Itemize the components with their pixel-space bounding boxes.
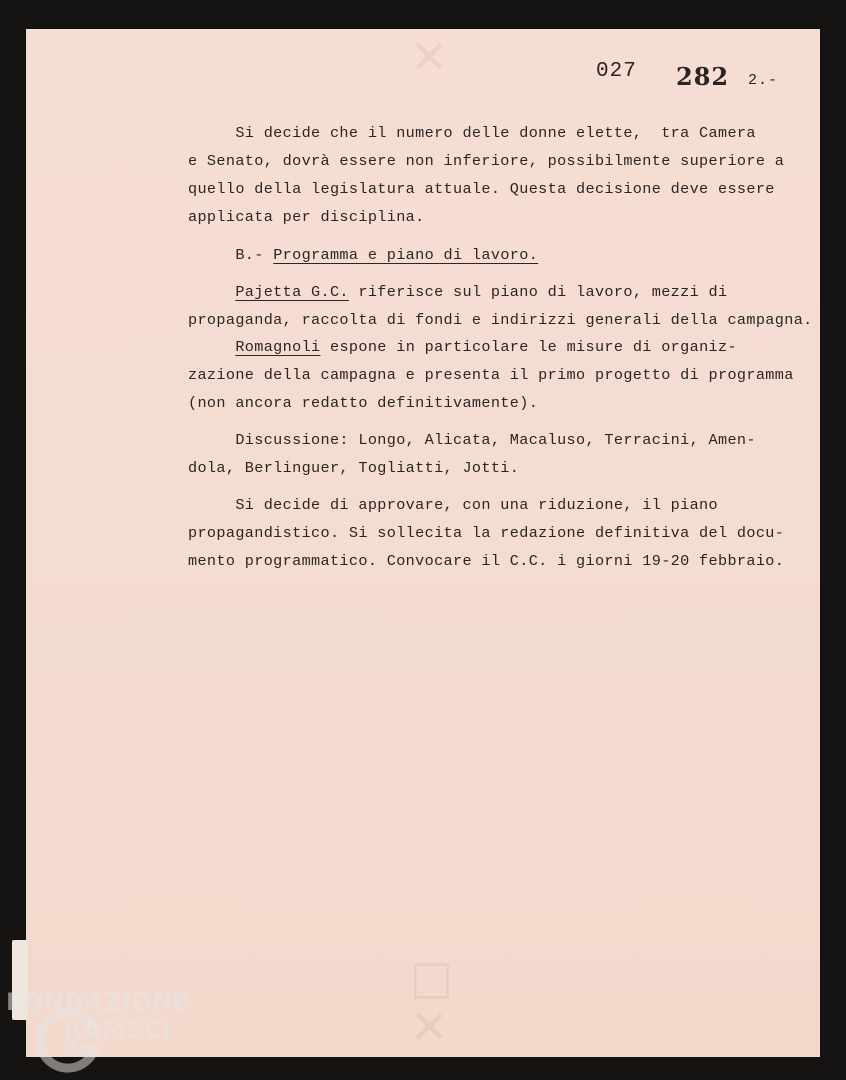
speaker-name: Romagnoli [235, 338, 321, 356]
text-line: propagandistico. Si sollecita la redazione definitiva del docu- [188, 524, 785, 542]
watermark-text: FONDAZIONE [6, 988, 190, 1016]
text-line: propaganda, raccolta di fondi e indirizzi generali della campagna. [188, 311, 813, 329]
document-number: 027 [596, 60, 637, 83]
handwritten-number: 282 [676, 62, 730, 91]
text-line: Discussione: Longo, Alicata, Macaluso, Terracini, Amen- [188, 431, 756, 449]
text-span: riferisce sul piano di lavoro, mezzi di [348, 283, 728, 301]
text-line: e Senato, dovrà essere non inferiore, possibilmente superiore a [188, 152, 785, 170]
page-number: 2.- [748, 72, 779, 89]
text-line: dola, Berlinguer, Togliatti, Jotti. [188, 459, 520, 477]
text-line: quello della legislatura attuale. Questa decisione deve essere [188, 180, 775, 198]
show-through-mark: □ [410, 950, 454, 1004]
section-heading [188, 246, 538, 264]
text-line: Si decide di approvare, con una riduzione, il piano [188, 496, 718, 514]
text-line: mento programmatico. Convocare il C.C. i giorni 19-20 febbraio. [188, 552, 785, 570]
watermark-logo [6, 988, 216, 1078]
text-span: espone in particolare le misure di organiz- [320, 338, 737, 356]
text-line: zazione della campagna e presenta il primo progetto di programma [188, 366, 794, 384]
text-line: applicata per disciplina. [188, 208, 425, 226]
indent [188, 338, 235, 356]
show-through-mark: ✕ [410, 30, 449, 84]
indent [188, 283, 235, 301]
text-line: Si decide che il numero delle donne elette, tra Camera [188, 124, 756, 142]
text-line [188, 338, 737, 356]
text-line [188, 283, 727, 301]
watermark-text: RAMSCI [64, 1016, 172, 1044]
show-through-mark: ✕ [410, 1000, 449, 1054]
speaker-name: Pajetta G.C. [235, 283, 349, 301]
section-title: Programma e piano di lavoro. [273, 246, 539, 264]
text-line: (non ancora redatto definitivamente). [188, 394, 539, 412]
section-prefix: B.- [188, 246, 274, 264]
